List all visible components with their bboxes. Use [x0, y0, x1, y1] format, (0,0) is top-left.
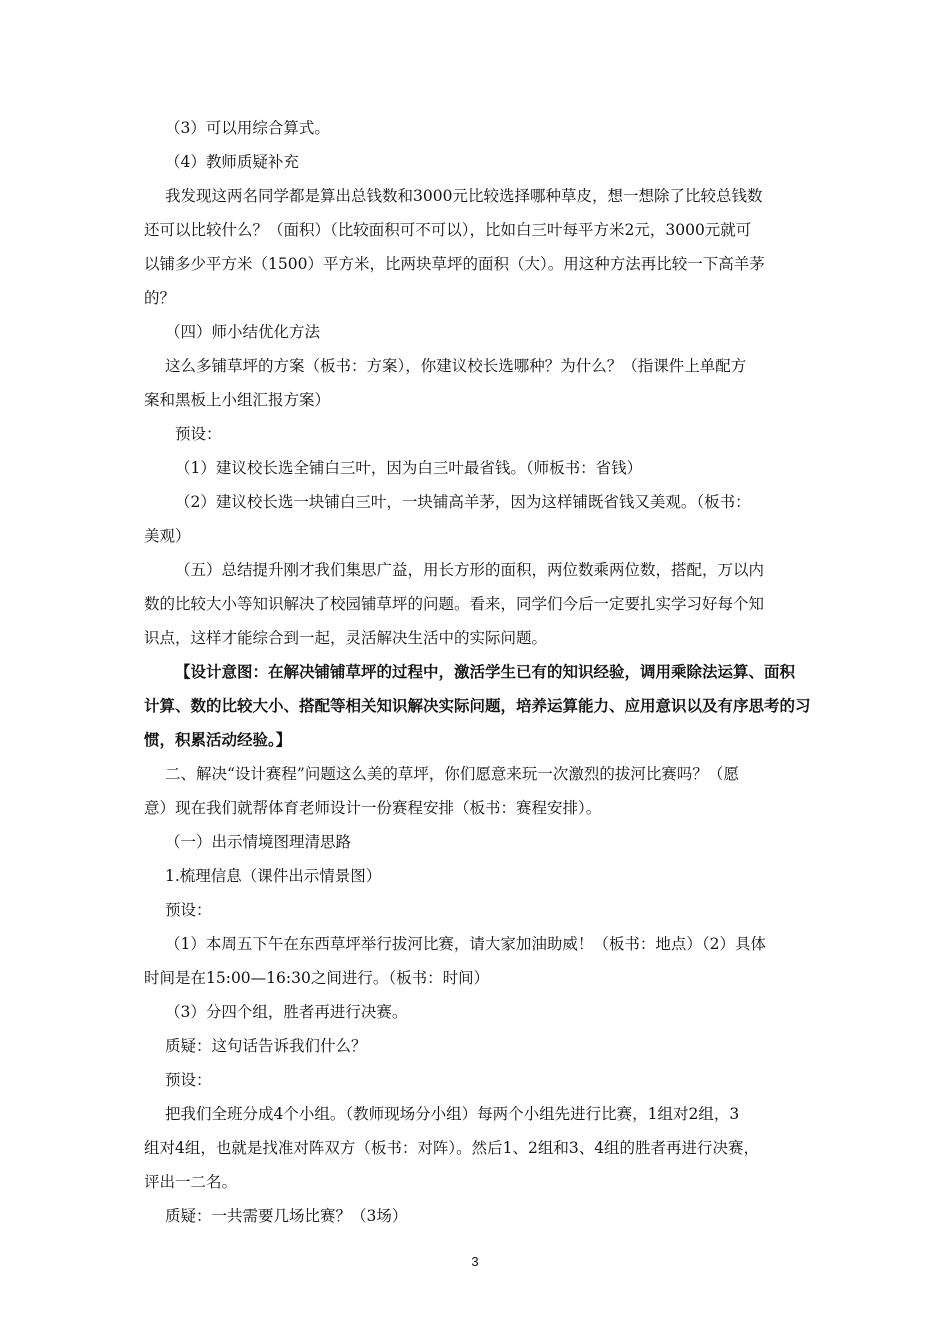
text-line-11: （1）建议校长选全铺白三叶，因为白三叶最省钱。（师板书：省钱）: [175, 459, 643, 477]
text-line-2: （4）教师质疑补充: [165, 153, 299, 171]
design-intent-line-2: 计算、数的比较大小、搭配等相关知识解决实际问题，培养运算能力、应用意识以及有序思考的习: [144, 696, 811, 715]
text-line-31: 组对4组，也就是找准对阵双方（板书：对阵）。然后1、2组和3、4组的胜者再进行决赛，: [144, 1139, 760, 1157]
text-line-12: （2）建议校长选一块铺白三叶，一块铺高羊茅，因为这样铺既省钱又美观。（板书：: [175, 493, 751, 511]
text-line-30: 把我们全班分成4个小组。（教师现场分小组）每两个小组先进行比赛，1组对2组，3: [165, 1105, 740, 1123]
text-line-1: （3）可以用综合算式。: [165, 119, 330, 137]
text-line-24: 预设：: [165, 901, 212, 919]
text-line-29: 预设：: [165, 1071, 212, 1089]
text-line-14: （五）总结提升刚才我们集思广益，用长方形的面积，两位数乘两位数，搭配，万以内: [175, 561, 765, 579]
text-line-21: 意）现在我们就帮体育老师设计一份赛程安排（板书：赛程安排）。: [144, 799, 602, 817]
text-line-22: （一）出示情境图理清思路: [165, 833, 352, 851]
text-line-4: 还可以比较什么？（面积）（比较面积可不可以），比如白三叶每平方米2元，3000元就可: [144, 221, 752, 239]
text-line-13: 美观）: [144, 527, 191, 545]
text-line-6: 的？: [144, 289, 176, 307]
text-line-32: 评出一二名。: [144, 1173, 238, 1191]
text-line-25: （1）本周五下午在东西草坪举行拔河比赛，请大家加油助威！（板书：地点）（2）具体: [165, 935, 766, 953]
text-line-23: 1.梳理信息（课件出示情景图）: [165, 867, 382, 885]
text-line-27: （3）分四个组，胜者再进行决赛。: [165, 1003, 408, 1021]
text-line-16: 识点，这样才能综合到一起，灵活解决生活中的实际问题。: [144, 629, 548, 647]
text-line-20: 二、解决“设计赛程”问题这么美的草坪，你们愿意来玩一次激烈的拔河比赛吗？（愿: [165, 765, 739, 783]
design-intent-line-3: 惯，积累活动经验。】: [144, 730, 292, 749]
text-line-8: 这么多铺草坪的方案（板书：方案），你建议校长选哪种？为什么？（指课件上单配方: [165, 357, 747, 375]
design-intent-line-1: 【设计意图：在解决铺铺草坪的过程中，激活学生已有的知识经验，调用乘除法运算、面积: [175, 662, 796, 681]
text-line-5: 以铺多少平方米（1500）平方米，比两块草坪的面积（大）。用这种方法再比较一下高羊茅: [144, 255, 765, 273]
text-line-33: 质疑：一共需要几场比赛？（3场）: [165, 1207, 408, 1225]
text-line-7: （四）师小结优化方法: [165, 323, 321, 341]
text-line-15: 数的比较大小等知识解决了校园铺草坪的问题。看来，同学们今后一定要扎实学习好每个知: [144, 595, 765, 613]
text-line-28: 质疑：这句话告诉我们什么？: [165, 1037, 367, 1055]
text-line-10: 预设：: [175, 425, 222, 443]
text-line-3: 我发现这两名同学都是算出总钱数和3000元比较选择哪种草皮，想一想除了比较总钱数: [165, 187, 763, 205]
page-number: 3: [471, 1254, 479, 1269]
text-line-9: 案和黑板上小组汇报方案）: [144, 391, 331, 409]
text-line-26: 时间是在15:00—16:30之间进行。（板书：时间）: [144, 969, 490, 987]
